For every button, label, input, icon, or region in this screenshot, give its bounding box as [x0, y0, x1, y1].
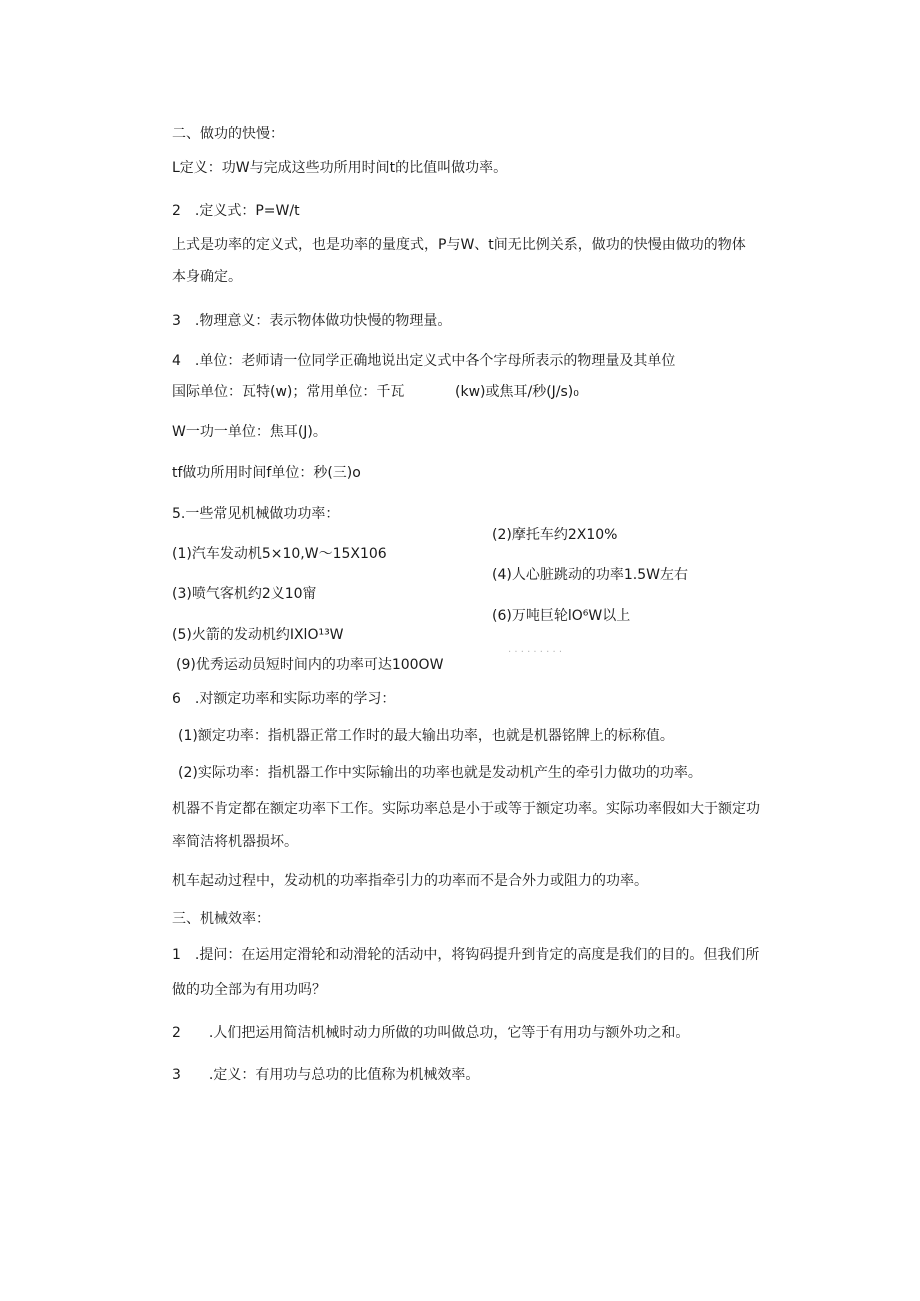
- common-power-heading: 5.一些常见机械做功功率：: [172, 506, 340, 522]
- machine-note-line1: 机器不肯定都在额定功率下工作。实际功率总是小于或等于额定功率。实际功率假如大于额定功: [172, 801, 760, 817]
- power-example-3: (3)喷气客机约2义10甯: [172, 586, 317, 602]
- power-example-1: (1)汽车发动机5×10,W〜15X106: [172, 546, 387, 562]
- power-example-5: (5)火箭的发动机约IXlO¹³W: [172, 627, 344, 643]
- units-intl-right: (kw)或焦耳/秒(J/s)₀: [455, 384, 579, 400]
- formula-line: 2 .定义式：P=W/t: [172, 203, 300, 219]
- unit-t-line: tf做功所用时间f单位：秒(三)o: [172, 465, 361, 481]
- unit-w-line: W一功一单位：焦耳(J)。: [172, 424, 327, 440]
- units-intl-left: 国际单位：瓦特(w)；常用单位：千瓦: [172, 384, 405, 400]
- faint-row: · · · · · · · · ·: [508, 647, 563, 658]
- machine-note-line2: 率简洁将机器损坏。: [172, 834, 298, 850]
- power-example-4: (4)人心脏跳动的功率1.5W左右: [492, 567, 688, 583]
- actual-power-line: (2)实际功率：指机器工作中实际输出的功率也就是发动机产生的牵引力做功的功率。: [178, 765, 702, 781]
- locomotive-note: 机车起动过程中，发动机的功率指牵引力的功率而不是合外力或阻力的功率。: [172, 873, 648, 889]
- total-work-line: 2 .人们把运用简洁机械时动力所做的功叫做总功，它等于有用功与额外功之和。: [172, 1025, 690, 1041]
- rated-power-line: (1)额定功率：指机器正常工作时的最大输出功率，也就是机器铭牌上的标称值。: [178, 728, 674, 744]
- power-example-2: (2)摩托车约2X10%: [492, 527, 618, 543]
- definition-line: L定义：功W与完成这些功所用时间t的比值叫做功率。: [172, 160, 508, 176]
- efficiency-definition-line: 3 .定义：有用功与总功的比值称为机械效率。: [172, 1067, 480, 1083]
- question-line2: 做的功全部为有用功吗？: [172, 982, 326, 998]
- power-example-9: (9)优秀运动员短时间内的功率可达100OW: [176, 657, 444, 673]
- physical-meaning-line: 3 .物理意义：表示物体做功快慢的物理量。: [172, 313, 452, 329]
- rated-actual-heading: 6 .对额定功率和实际功率的学习：: [172, 691, 396, 707]
- formula-note-line1: 上式是功率的定义式，也是功率的量度式，P与W、t间无比例关系，做功的快慢由做功的物体: [172, 237, 746, 253]
- question-line1: 1 .提问：在运用定滑轮和动滑轮的活动中，将钩码提升到肯定的高度是我们的目的。但我们所: [172, 947, 760, 963]
- section2-heading: 二、做功的快慢：: [172, 126, 284, 142]
- section3-heading: 三、机械效率：: [172, 911, 270, 927]
- formula-note-line2: 本身确定。: [172, 269, 242, 285]
- unit-intro-line: 4 .单位：老师请一位同学正确地说出定义式中各个字母所表示的物理量及其单位: [172, 353, 676, 369]
- power-example-6: (6)万吨巨轮lO⁶W以上: [492, 608, 631, 624]
